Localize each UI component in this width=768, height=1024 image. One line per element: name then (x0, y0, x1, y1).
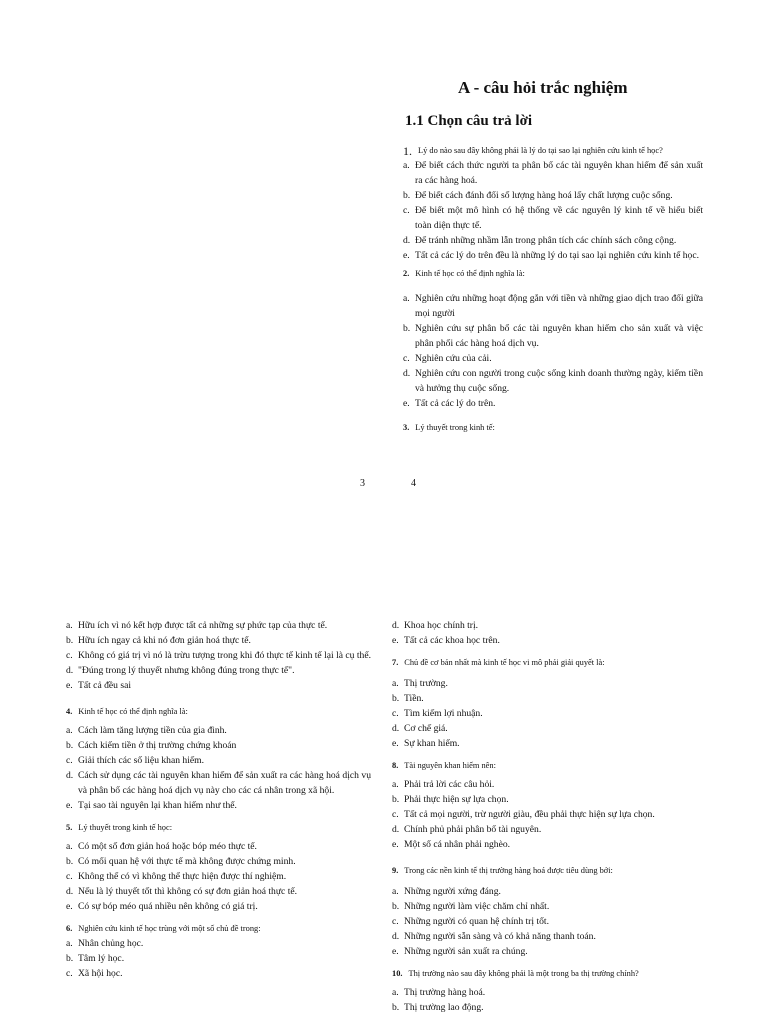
option-text: Một số cá nhân phải nghèo. (404, 839, 511, 850)
question-text: Thị trường nào sau đây không phải là một trong ba thị trường chính? (408, 969, 639, 978)
option-letter: e. (392, 635, 399, 646)
option-text: "Đúng trong lý thuyết nhưng không đúng trong thực tế". (78, 665, 295, 676)
option-text: Giải thích các số liệu khan hiếm. (78, 755, 205, 766)
option-letter: d. (392, 824, 400, 835)
option-b (392, 1000, 692, 1015)
option-text: Để biết một mô hình có hệ thống về các nguyên lý kinh tế về hiểu biết toàn diện thực tế. (415, 205, 703, 231)
question-text: Chủ đề cơ bản nhất mà kinh tế học vi mô phải giải quyết là: (404, 658, 605, 667)
option-letter: b. (392, 1002, 400, 1013)
option-letter: c. (392, 708, 399, 719)
option-text: Tâm lý học. (78, 953, 125, 964)
option-a (392, 985, 692, 1000)
option-letter: e. (66, 901, 73, 912)
option-letter: d. (403, 235, 411, 246)
option-letter: e. (392, 839, 399, 850)
option-e (403, 248, 703, 263)
option-letter: e. (392, 738, 399, 749)
question-number: 1. (403, 144, 412, 158)
option-d (392, 618, 692, 633)
option-b (403, 321, 703, 351)
option-letter: a. (66, 938, 73, 949)
question-column-top (403, 144, 703, 435)
option-letter: a. (403, 293, 410, 304)
option-text: Khoa học chính trị. (404, 620, 479, 631)
option-a (66, 723, 371, 738)
option-a (66, 839, 371, 854)
question-text: Lý thuyết trong kinh tế học: (78, 823, 173, 832)
option-text: Có một số đơn giản hoá hoặc bóp méo thực tế. (78, 841, 257, 852)
option-d (66, 663, 371, 678)
option-text: Để tránh những nhầm lẫn trong phân tích các chính sách công cộng. (415, 235, 677, 246)
question-number: 4. (66, 707, 73, 716)
page-number-left: 3 (360, 478, 365, 489)
question-1 (403, 144, 703, 158)
option-text: Có mối quan hệ với thực tế mà không được chứng minh. (78, 856, 296, 867)
option-d (403, 233, 703, 248)
option-text: Cơ chế giá. (404, 723, 448, 734)
option-text: Nghiên cứu của cải. (415, 353, 492, 364)
question-text: Trong các nền kinh tế thị trường hàng hoá được tiêu dùng bởi: (404, 866, 613, 875)
option-a (66, 936, 371, 951)
question-6 (66, 922, 371, 936)
option-letter: b. (392, 794, 400, 805)
option-letter: d. (403, 368, 411, 379)
option-b (66, 854, 371, 869)
option-e (66, 798, 371, 813)
option-text: Không có giá trị vì nó là trừu tượng trong khi đó thực tế kinh tế lại là cụ thể. (78, 650, 371, 661)
document-title: A - câu hỏi trắc nghiệm (458, 78, 628, 97)
page-top (0, 0, 768, 500)
option-text: Tất cả các khoa học trên. (404, 635, 500, 646)
option-letter: d. (392, 931, 400, 942)
option-text: Chính phủ phải phân bổ tài nguyên. (404, 824, 542, 835)
option-c (403, 351, 703, 366)
option-letter: a. (66, 841, 73, 852)
question-7 (392, 656, 692, 670)
question-number: 2. (403, 269, 410, 278)
option-text: Hữu ích vì nó kết hợp được tất cả những sự phức tạp của thực tế. (78, 620, 328, 631)
question-number: 7. (392, 658, 399, 667)
option-e (403, 396, 703, 411)
option-c (66, 869, 371, 884)
option-letter: c. (66, 968, 73, 979)
option-letter: e. (403, 250, 410, 261)
option-text: Để biết cách thức người ta phân bổ các tài nguyên khan hiếm để sản xuất ra các hàng hoá. (415, 160, 703, 186)
question-number: 8. (392, 761, 399, 770)
option-letter: d. (66, 770, 74, 781)
option-d (392, 721, 692, 736)
option-letter: e. (66, 800, 73, 811)
option-letter: d. (392, 620, 400, 631)
section-title: 1.1 Chọn câu trả lời (405, 113, 533, 129)
option-b (403, 188, 703, 203)
option-letter: b. (66, 953, 74, 964)
option-a (392, 676, 692, 691)
option-text: Những người xứng đáng. (404, 886, 501, 897)
option-c (66, 753, 371, 768)
question-4 (66, 705, 371, 719)
question-number: 6. (66, 924, 73, 933)
question-text: Lý do nào sau đây không phải là lý do tại sao lại nghiên cứu kinh tế học? (418, 146, 663, 155)
option-letter: b. (392, 693, 400, 704)
option-letter: b. (392, 901, 400, 912)
option-text: Thị trường hàng hoá. (404, 987, 486, 998)
option-text: Cách làm tăng lượng tiền của gia đình. (78, 725, 227, 736)
option-text: Tất cả đều sai (78, 680, 132, 691)
option-letter: a. (66, 620, 73, 631)
option-letter: d. (66, 665, 74, 676)
option-e (66, 899, 371, 914)
option-d (392, 822, 692, 837)
option-c (66, 648, 371, 663)
option-b (392, 691, 692, 706)
option-text: Phải trả lời các câu hỏi. (404, 779, 495, 790)
option-text: Nghiên cứu những hoạt động gắn với tiền và những giao dịch trao đổi giữa mọi người (415, 293, 703, 319)
option-text: Nghiên cứu sự phân bổ các tài nguyên khan hiếm cho sản xuất và việc phân phối các hàng hoá dịch vụ. (415, 323, 703, 349)
option-text: Tất cả các lý do trên đều là những lý do tại sao lại nghiên cứu kinh tế học. (415, 250, 699, 261)
option-letter: e. (66, 680, 73, 691)
option-text: Thị trường. (404, 678, 448, 689)
question-number: 3. (403, 423, 410, 432)
option-text: Cách sử dụng các tài nguyên khan hiếm để sản xuất ra các hàng hoá dịch vụ và phân bổ các hàng hoá dịch vụ này cho các cá nhân trong xã hội. (78, 770, 371, 796)
option-text: Xã hội học. (78, 968, 123, 979)
option-text: Tiền. (404, 693, 424, 704)
option-a (66, 618, 371, 633)
option-b (392, 792, 692, 807)
question-5 (66, 821, 371, 835)
option-text: Những người làm việc chăm chỉ nhất. (404, 901, 550, 912)
option-letter: d. (66, 886, 74, 897)
option-b (392, 899, 692, 914)
option-letter: e. (392, 946, 399, 957)
question-8 (392, 759, 692, 773)
question-2 (403, 267, 703, 281)
option-text: Phải thực hiện sự lựa chọn. (404, 794, 509, 805)
option-text: Tìm kiếm lợi nhuận. (404, 708, 483, 719)
page-number-right: 4 (411, 478, 416, 489)
option-e (392, 633, 692, 648)
option-letter: b. (66, 635, 74, 646)
option-text: Sự khan hiếm. (404, 738, 460, 749)
question-number: 10. (392, 969, 403, 978)
option-d (403, 366, 703, 396)
question-3 (403, 421, 703, 435)
option-letter: a. (392, 987, 399, 998)
option-c (403, 203, 703, 233)
option-letter: a. (403, 160, 410, 171)
option-text: Những người sẵn sàng và có khả năng thanh toán. (404, 931, 596, 942)
option-b (66, 633, 371, 648)
option-text: Hữu ích ngay cả khi nó đơn giản hoá thực tế. (78, 635, 251, 646)
option-text: Thị trường lao động. (404, 1002, 484, 1013)
option-letter: c. (66, 650, 73, 661)
option-text: Tất cả các lý do trên. (415, 398, 496, 409)
option-d (66, 884, 371, 899)
option-a (403, 158, 703, 188)
option-e (392, 736, 692, 751)
option-a (392, 777, 692, 792)
option-text: Để biết cách đánh đổi số lượng hàng hoá lấy chất lượng cuộc sống. (415, 190, 673, 201)
option-letter: c. (403, 353, 410, 364)
option-letter: e. (403, 398, 410, 409)
option-text: Nhân chủng học. (78, 938, 144, 949)
option-letter: c. (403, 205, 410, 216)
option-text: Không thể có vì không thể thực hiện được thí nghiệm. (78, 871, 287, 882)
question-text: Lý thuyết trong kinh tế: (415, 423, 495, 432)
option-letter: c. (392, 809, 399, 820)
option-e (392, 944, 692, 959)
question-text: Tài nguyên khan hiếm nên: (404, 761, 496, 770)
option-text: Tất cả mọi người, trừ người giàu, đều phải thực hiện sự lựa chọn. (404, 809, 655, 820)
option-text: Nếu là lý thuyết tốt thì không có sự đơn giản hoá thực tế. (78, 886, 298, 897)
option-letter: b. (66, 856, 74, 867)
question-10 (392, 967, 692, 981)
option-a (392, 884, 692, 899)
question-column-left (66, 618, 371, 981)
option-c (392, 706, 692, 721)
option-d (392, 929, 692, 944)
option-b (66, 951, 371, 966)
question-text: Nghiên cứu kinh tế học trùng với một số chủ đề trong: (78, 924, 261, 933)
option-letter: d. (392, 723, 400, 734)
option-c (392, 807, 692, 822)
question-number: 9. (392, 866, 399, 875)
option-b (66, 738, 371, 753)
option-letter: a. (392, 886, 399, 897)
option-text: Nghiên cứu con người trong cuộc sống kinh doanh thường ngày, kiếm tiền và hưởng thụ cuộc sống. (415, 368, 703, 394)
question-9 (392, 864, 692, 878)
option-c (392, 914, 692, 929)
option-letter: c. (66, 871, 73, 882)
option-letter: a. (392, 779, 399, 790)
option-c (66, 966, 371, 981)
option-letter: b. (66, 740, 74, 751)
option-letter: c. (392, 916, 399, 927)
option-text: Có sự bóp méo quá nhiều nên không có giá trị. (78, 901, 258, 912)
option-e (392, 837, 692, 852)
option-letter: a. (66, 725, 73, 736)
question-text: Kinh tế học có thể định nghĩa là: (415, 269, 525, 278)
option-letter: b. (403, 323, 411, 334)
option-text: Cách kiếm tiền ở thị trường chứng khoán (78, 740, 237, 751)
option-a (403, 291, 703, 321)
option-text: Những người có quan hệ chính trị tốt. (404, 916, 549, 927)
option-e (66, 678, 371, 693)
question-column-right (392, 618, 692, 1015)
question-number: 5. (66, 823, 73, 832)
option-letter: c. (66, 755, 73, 766)
question-text: Kinh tế học có thể định nghĩa là: (78, 707, 188, 716)
option-text: Những người sản xuất ra chúng. (404, 946, 528, 957)
option-d (66, 768, 371, 798)
option-letter: a. (392, 678, 399, 689)
option-text: Tại sao tài nguyên lại khan hiếm như thế. (78, 800, 237, 811)
option-letter: b. (403, 190, 411, 201)
